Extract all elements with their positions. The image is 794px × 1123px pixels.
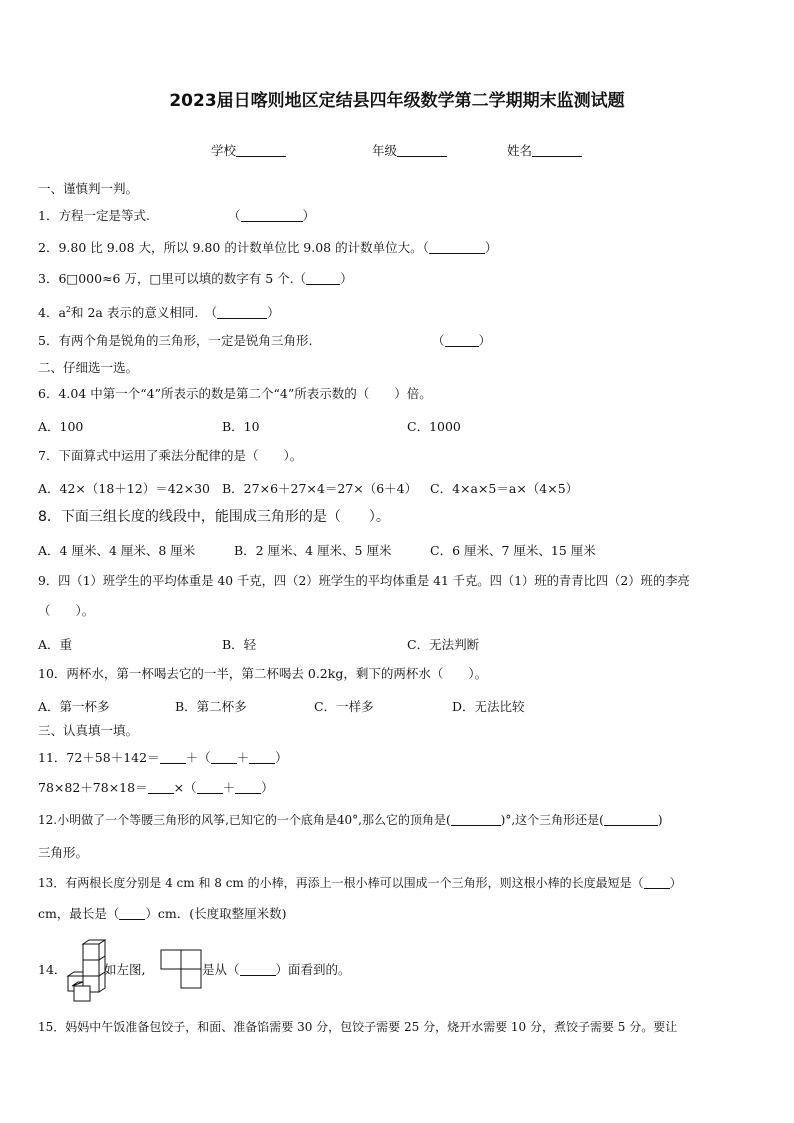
school-label: 学校 (211, 143, 237, 158)
question-10: 10．两杯水，第一杯喝去它的一半，第二杯喝去 0.2kg，剩下的两杯水（ ）。 (38, 666, 488, 681)
question-11-line-2: 78×82＋78×18＝ ×（ ＋ ） (38, 780, 274, 795)
cube-stack-figure (64, 938, 106, 1002)
question-13-line-1: 13．有两根长度分别是 4 cm 和 8 cm 的小棒，再添上一根小棒可以围成一个三角形，则这根小棒的长度最短是（ ） (38, 876, 682, 890)
q10-option-b: B．第二杯多 (175, 699, 247, 714)
answer-blank (235, 780, 261, 794)
section-3-heading: 三、认真填一填。 (38, 723, 139, 738)
answer-blank (160, 750, 186, 764)
question-14-number: 14． (38, 962, 67, 977)
grade-label: 年级 (372, 143, 398, 158)
name-blank (532, 143, 582, 157)
question-13-line-2: cm，最长是（ ）cm．(长度取整厘米数) (38, 906, 287, 921)
answer-blank (211, 750, 237, 764)
grade-field (372, 141, 447, 159)
answer-blank (644, 875, 670, 889)
question-3: 3．6□000≈6 万，□里可以填的数字有 5 个.（ ） (38, 271, 353, 286)
question-1-answer: （ ） (228, 208, 316, 223)
question-5-answer: （ ） (432, 333, 492, 348)
question-9-cont: （ ）。 (38, 603, 95, 618)
question-8: 8．下面三组长度的线段中，能围成三角形的是（ ）。 (38, 509, 390, 525)
q9-option-c: C．无法判断 (407, 637, 480, 652)
answer-blank (249, 750, 275, 764)
q9-option-a: A．重 (38, 637, 73, 652)
page-title: 2023届日喀则地区定结县四年级数学第二学期期末监测试题 (169, 91, 625, 111)
name-field (507, 141, 582, 159)
question-11-line-1: 11．72＋58＋142＝ ＋（ ＋ ） (38, 750, 288, 765)
q10-option-c: C．一样多 (314, 699, 374, 714)
answer-blank (217, 305, 267, 319)
q9-option-b: B．轻 (222, 637, 257, 652)
answer-blank (148, 780, 174, 794)
school-field (211, 141, 286, 159)
question-14-text-1: 如左图, (104, 962, 146, 977)
grade-blank (397, 143, 447, 157)
question-9: 9．四（1）班学生的平均体重是 40 千克，四（2）班学生的平均体重是 41 千克。四（1）班的青青比四（2）班的李亮 (38, 574, 690, 588)
answer-blank (306, 271, 340, 285)
question-2: 2．9.80 比 9.08 大，所以 9.80 的计数单位比 9.08 的计数单位大。（ ） (38, 240, 498, 255)
q6-option-b: B．10 (222, 419, 260, 434)
question-12-line-2: 三角形。 (38, 845, 89, 860)
question-12-line-1: 12.小明做了一个等腰三角形的风筝,已知它的一个底角是40°,那么它的顶角是( )°,这个三角形还是( ) (38, 813, 663, 827)
q8-option-a: A．4 厘米、4 厘米、8 厘米 (38, 543, 196, 558)
answer-blank (451, 812, 501, 826)
view-grid-figure (160, 949, 202, 989)
answer-blank (429, 240, 485, 254)
q10-option-a: A．第一杯多 (38, 699, 110, 714)
q7-option-c: C．4×a×5＝a×（4×5） (430, 481, 579, 496)
name-label: 姓名 (507, 143, 533, 158)
section-1-heading: 一、谨慎判一判。 (38, 181, 139, 196)
answer-blank (197, 780, 223, 794)
question-1: 1．方程一定是等式. (38, 208, 150, 223)
answer-blank (604, 812, 658, 826)
q6-option-c: C．1000 (407, 419, 461, 434)
section-2-heading: 二、仔细选一选。 (38, 360, 139, 375)
q7-option-b: B．27×6＋27×4＝27×（6＋4） (222, 481, 418, 496)
q7-option-a: A．42×（18＋12）＝42×30 (38, 481, 211, 496)
q10-option-d: D．无法比较 (452, 699, 525, 714)
question-14-text-2: 是从（ ）面看到的。 (202, 962, 351, 977)
question-4: 4．$a^2$和 2a 表示的意义相同. （ ） (38, 305, 280, 321)
question-5: 5．有两个角是锐角的三角形，一定是锐角三角形. (38, 333, 313, 348)
answer-blank (240, 962, 276, 976)
q8-option-b: B．2 厘米、4 厘米、5 厘米 (234, 543, 392, 558)
school-blank (236, 143, 286, 157)
question-15: 15．妈妈中午饭准备包饺子，和面、准备馅需要 30 分，包饺子需要 25 分，烧开水需要 10 分，煮饺子需要 5 分。要让 (38, 1020, 678, 1034)
q8-option-c: C．6 厘米、7 厘米、15 厘米 (430, 543, 596, 558)
answer-blank (445, 333, 479, 347)
answer-blank (119, 906, 145, 920)
question-6: 6．4.04 中第一个“4”所表示的数是第二个“4”所表示数的（ ）倍。 (38, 386, 432, 401)
q6-option-a: A．100 (38, 419, 84, 434)
question-7: 7．下面算式中运用了乘法分配律的是（ ）。 (38, 448, 303, 463)
answer-blank (241, 208, 303, 222)
